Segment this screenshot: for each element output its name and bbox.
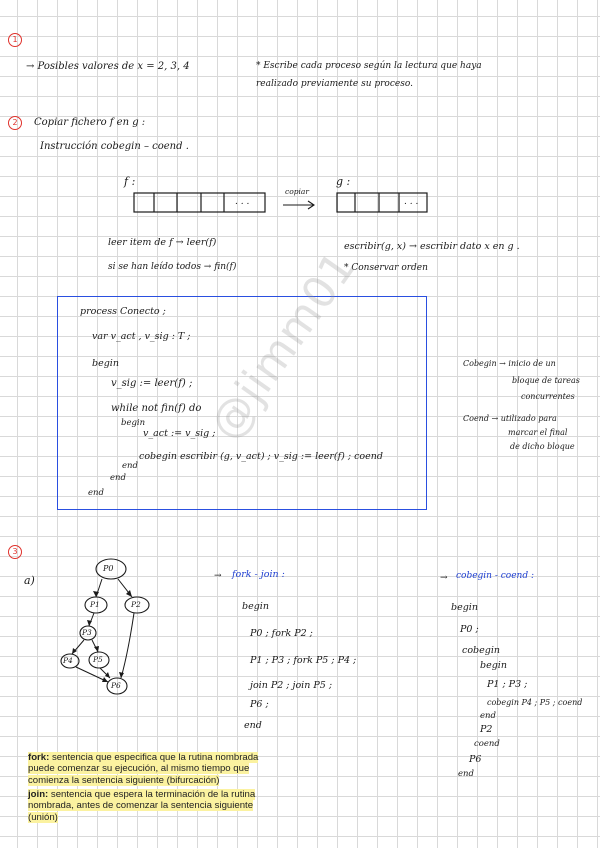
- cobegin-line-3: cobegin: [462, 645, 500, 656]
- cobegin-line-7: end: [480, 711, 496, 721]
- keep-order-note: * Conservar orden: [344, 263, 428, 273]
- join-term: join:: [28, 789, 49, 800]
- node-p3: P3: [82, 628, 92, 637]
- fork-line-5: P6 ;: [250, 699, 269, 710]
- section-2-title: Copiar fichero f en g :: [34, 117, 146, 128]
- note-line-2: realizado previamente su proceso.: [256, 79, 413, 89]
- cobegin-line-1: begin: [451, 602, 478, 613]
- node-p1: P1: [90, 600, 100, 609]
- copy-arrow: [283, 201, 314, 209]
- code-line-end-1: end: [122, 461, 138, 471]
- cobegin-note-2: bloque de tareas: [512, 376, 580, 385]
- cobegin-line-11: end: [458, 769, 474, 779]
- cobegin-line-6: cobegin P4 ; P5 ; coend: [487, 698, 583, 707]
- node-p5: P5: [93, 655, 103, 664]
- file-f-label: f :: [124, 175, 136, 188]
- coend-note-2: marcar el final: [508, 428, 568, 437]
- cobegin-coend-title: cobegin - coend :: [456, 571, 534, 581]
- fork-line-6: end: [244, 720, 262, 731]
- end-function-desc: si se han leído todos → fin(f): [108, 262, 237, 272]
- node-p2: P2: [131, 600, 141, 609]
- part-a-label: a): [24, 574, 35, 587]
- cobegin-line-9: coend: [474, 739, 500, 749]
- file-g-label: g :: [336, 175, 351, 188]
- fork-definition: [28, 752, 280, 786]
- note-line-1: * Escribe cada proceso según la lectura que haya: [256, 61, 482, 71]
- section-2-marker: 2: [8, 116, 22, 130]
- code-line-while: while not fin(f) do: [111, 403, 202, 414]
- section-3-marker: 3: [8, 545, 22, 559]
- fork-line-1: begin: [242, 601, 269, 612]
- process-graph-nodes: [61, 559, 149, 694]
- cobegin-line-10: P6: [469, 754, 482, 765]
- cobegin-line-2: P0 ;: [460, 624, 479, 635]
- fork-text: sentencia que especifica que la rutina nombrada puede comenzar su ejecución, al mismo tiempo que comienza la sentencia siguiente (bifurcación): [28, 752, 259, 786]
- cobegin-coend-arrow: →: [440, 573, 448, 583]
- watermark: @jimm01: [200, 242, 367, 450]
- read-function-desc: leer item de f → leer(f): [108, 237, 217, 248]
- cobegin-note-1: Cobegin → inicio de un: [463, 359, 556, 368]
- fork-line-4: join P2 ; join P5 ;: [250, 680, 333, 691]
- possible-values-text: → Posibles valores de x = 2, 3, 4: [26, 61, 190, 72]
- fork-term: fork:: [28, 752, 50, 763]
- node-p0: P0: [103, 564, 114, 573]
- code-line-read: v_sig := leer(f) ;: [111, 378, 193, 389]
- cobegin-line-8: P2: [480, 724, 493, 735]
- code-line-begin: begin: [92, 358, 119, 369]
- code-line-assign: v_act := v_sig ;: [143, 428, 216, 439]
- code-line-end-2: end: [110, 473, 126, 483]
- file-f-dots: . . .: [235, 197, 250, 207]
- copy-arrow-label: copiar: [285, 187, 309, 196]
- node-p4: P4: [63, 656, 73, 665]
- coend-note-3: de dicho bloque: [510, 442, 575, 451]
- code-line-cobegin: cobegin escribir (g, v_act) ; v_sig := leer(f) ; coend: [139, 451, 383, 462]
- code-line-end-3: end: [88, 488, 104, 498]
- fork-join-arrow: →: [214, 571, 222, 581]
- code-line-var: var v_act , v_sig : T ;: [92, 331, 191, 342]
- cobegin-line-5: P1 ; P3 ;: [487, 679, 528, 690]
- fork-line-3: P1 ; P3 ; fork P5 ; P4 ;: [250, 655, 357, 666]
- join-text: sentencia que espera la terminación de la rutina nombrada, antes de comenzar la sentencia siguiente (unión): [28, 789, 256, 823]
- write-function-desc: escribir(g, x) → escribir dato x en g .: [344, 241, 520, 252]
- cobegin-note-3: concurrentes: [521, 392, 575, 401]
- file-g-dots: . . .: [404, 197, 419, 207]
- cobegin-line-4: begin: [480, 660, 507, 671]
- code-line-process: process Conecto ;: [80, 306, 166, 317]
- join-definition: [28, 789, 280, 823]
- fork-join-title: fork - join :: [232, 569, 285, 580]
- code-line-inner-begin: begin: [121, 418, 146, 428]
- node-p6: P6: [111, 681, 121, 690]
- section-2-subtitle: Instrucción cobegin – coend .: [40, 141, 189, 152]
- coend-note-1: Coend → utilizado para: [463, 414, 557, 423]
- fork-line-2: P0 ; fork P2 ;: [250, 628, 313, 639]
- section-1-marker: 1: [8, 33, 22, 47]
